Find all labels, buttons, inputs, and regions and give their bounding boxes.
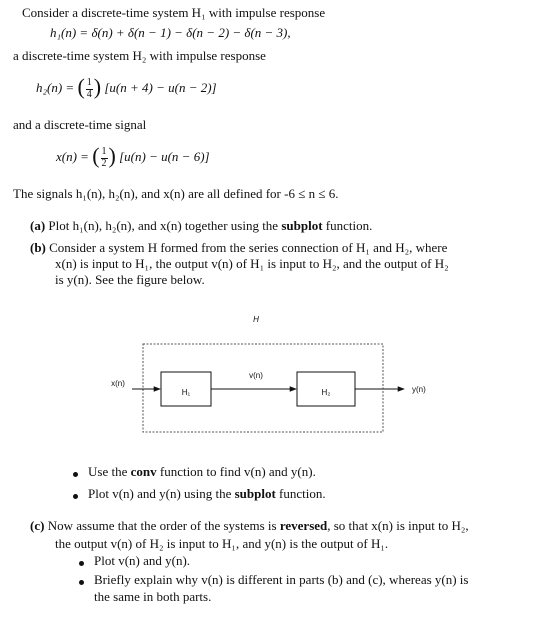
x-lhs: x(n) = (56, 149, 89, 164)
system-h-label: H (253, 315, 259, 324)
bullet-c1: Plot v(n) and y(n). (94, 553, 191, 568)
bullet-b1-before: Use the (88, 464, 131, 479)
part-a (30, 219, 372, 234)
intro-line-4: The signals h₁(n), h₂(n), and x(n) are all defined for -6 ≤ n ≤ 6. (13, 186, 339, 201)
part-a-text-after: function. (322, 218, 373, 233)
bullet-c2-dot (79, 580, 84, 585)
bullet-b2-dot (73, 494, 78, 499)
part-b-line-3: is y(n). See the figure below. (55, 272, 205, 287)
output-y-label: y(n) (412, 385, 426, 394)
h2-fraction (86, 78, 93, 100)
bullet-b2-before: Plot v(n) and y(n) using the (88, 486, 235, 501)
bullet-b1-bold: conv (130, 464, 157, 479)
part-c-line-1-after: , so that x(n) is input to H₂, (327, 518, 469, 533)
part-c-line-1-before: Now assume that the order of the systems is (44, 518, 280, 533)
bullet-b2-bold: subplot (234, 486, 276, 501)
h2-fraction-numerator: 1 (86, 77, 92, 89)
x-fraction (101, 147, 108, 169)
part-c-line-1 (30, 519, 469, 534)
h2-fraction-denominator: 4 (86, 88, 92, 100)
h2-equation (36, 72, 217, 100)
bullet-b1 (88, 465, 316, 480)
part-b-line-1-text: Consider a system H formed from the series connection of H₁ and H₂, where (45, 240, 448, 255)
part-a-bold: subplot (281, 218, 323, 233)
intro-line-2: a discrete-time system H₂ with impulse response (13, 48, 266, 63)
h2-rhs: [u(n + 4) − u(n − 2)] (104, 80, 217, 95)
intro-line-1: Consider a discrete-time system H₁ with impulse response (22, 5, 326, 20)
part-a-label: (a) (30, 218, 46, 233)
bullet-b1-dot (73, 472, 78, 477)
x-fraction-numerator: 1 (101, 146, 107, 158)
part-b-line-1 (30, 241, 447, 256)
bullet-c2-line-2: the same in both parts. (94, 589, 212, 604)
input-x-label: x(n) (111, 379, 125, 388)
h2-lhs: h₂(n) = (36, 80, 75, 95)
h2-close-paren: ) (93, 74, 102, 99)
part-c-label: (c) (30, 518, 45, 533)
bullet-b1-after: function to find v(n) and y(n). (156, 464, 316, 479)
part-b-line-2: x(n) is input to H₁, the output v(n) of H₁ is input to H₂, and the output of H₂ (55, 256, 449, 271)
x-open-paren: ( (92, 143, 100, 168)
bullet-c1-dot (79, 561, 84, 566)
x-rhs: [u(n) − u(n − 6)] (119, 149, 210, 164)
part-c-line-2: the output v(n) of H₂ is input to H₁, and y(n) is the output of H₁. (55, 536, 389, 551)
intro-line-3: and a discrete-time signal (13, 117, 147, 132)
bullet-b2-after: function. (275, 486, 326, 501)
part-a-text-before: Plot h₁(n), h₂(n), and x(n) together using the (45, 218, 282, 233)
block-h2-label: H₂ (321, 388, 331, 397)
x-fraction-denominator: 2 (101, 157, 107, 169)
part-b-label: (b) (30, 240, 46, 255)
x-equation (56, 141, 210, 169)
bullet-c2-line-1: Briefly explain why v(n) is different in parts (b) and (c), whereas y(n) is (94, 572, 469, 587)
middle-v-label: v(n) (249, 371, 263, 380)
block-diagram (0, 300, 551, 440)
h1-equation: h₁(n) = δ(n) + δ(n − 1) − δ(n − 2) − δ(n − 3), (50, 25, 291, 40)
block-h1-label: H₁ (181, 388, 191, 397)
bullet-b2 (88, 487, 326, 502)
h2-open-paren: ( (77, 74, 85, 99)
part-c-bold: reversed (279, 518, 328, 533)
x-close-paren: ) (108, 143, 116, 168)
